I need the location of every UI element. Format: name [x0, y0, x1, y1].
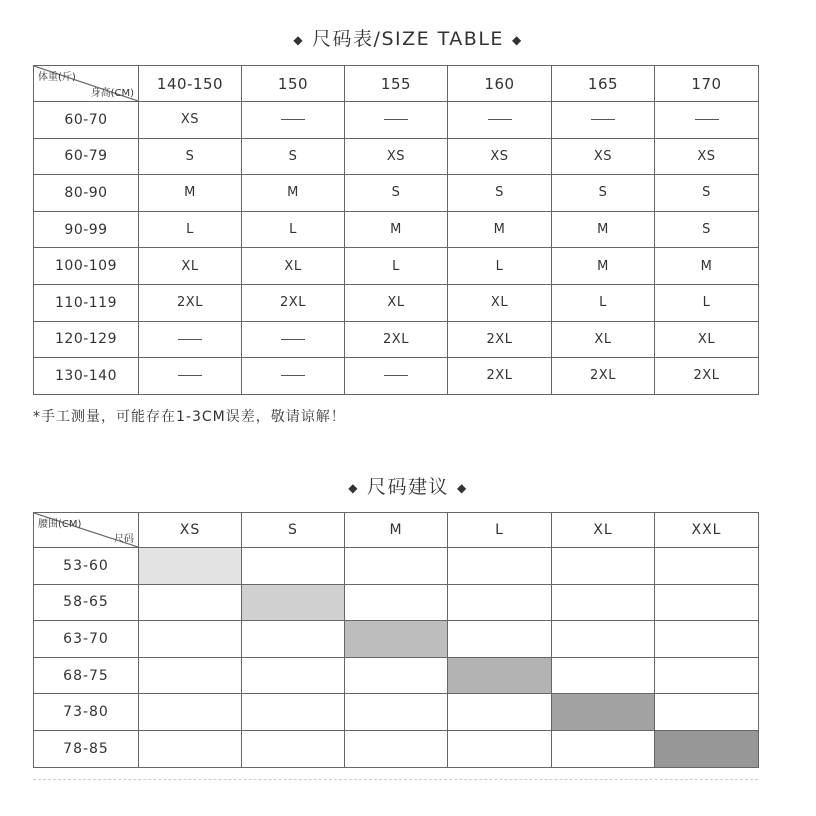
empty-cell — [242, 657, 345, 694]
size-cell: S — [655, 175, 759, 212]
highlight-cell — [655, 730, 759, 767]
size-cell — [448, 102, 552, 139]
column-header: XL — [552, 513, 655, 548]
table-row — [34, 358, 759, 395]
diamond-bullet-icon: ◆ — [348, 480, 359, 495]
row-label: 110-119 — [34, 284, 139, 321]
size-cell: M — [552, 248, 655, 285]
measurement-note: *手工测量，可能存在1-3CM误差，敬请谅解！ — [33, 409, 346, 425]
diamond-bullet-icon: ◆ — [511, 32, 523, 47]
dash-placeholder — [178, 375, 202, 376]
empty-cell — [552, 621, 655, 658]
row-label: 90-99 — [34, 211, 139, 248]
size-cell: S — [139, 138, 242, 175]
diamond-bullet-icon: ◆ — [293, 32, 305, 47]
size-cell: XS — [139, 102, 242, 139]
size-cell: M — [242, 175, 345, 212]
row-label: 100-109 — [34, 248, 139, 285]
size-cell: M — [345, 211, 448, 248]
diamond-bullet-icon: ◆ — [457, 480, 468, 495]
row-label: 58-65 — [34, 584, 139, 621]
bottom-divider — [33, 779, 758, 780]
dash-placeholder — [281, 119, 305, 120]
size-cell — [139, 321, 242, 358]
empty-cell — [655, 548, 759, 585]
size-cell — [345, 102, 448, 139]
size-cell: 2XL — [552, 358, 655, 395]
size-cell: M — [655, 248, 759, 285]
size-table — [33, 65, 759, 395]
highlight-cell — [552, 694, 655, 731]
empty-cell — [345, 584, 448, 621]
empty-cell — [345, 694, 448, 731]
empty-cell — [655, 621, 759, 658]
size-cell — [242, 102, 345, 139]
row-label: 78-85 — [34, 730, 139, 767]
row-label: 73-80 — [34, 694, 139, 731]
size-cell: 2XL — [345, 321, 448, 358]
row-label: 130-140 — [34, 358, 139, 395]
recommendation-table — [33, 512, 759, 768]
size-cell: L — [552, 284, 655, 321]
row-label: 53-60 — [34, 548, 139, 585]
column-header: 165 — [552, 66, 655, 102]
table-row — [34, 248, 759, 285]
row-label: 60-79 — [34, 138, 139, 175]
table-row — [34, 694, 759, 731]
column-header: 140-150 — [139, 66, 242, 102]
empty-cell — [345, 548, 448, 585]
size-cell: XL — [242, 248, 345, 285]
corner-label-top: 腰围(CM) — [38, 519, 82, 530]
column-header: L — [448, 513, 552, 548]
header-row — [34, 66, 759, 102]
size-cell: XS — [552, 138, 655, 175]
column-header: XXL — [655, 513, 759, 548]
size-cell — [242, 358, 345, 395]
size-cell: L — [655, 284, 759, 321]
corner-label-bottom: 尺码 — [114, 534, 134, 545]
table-row — [34, 175, 759, 212]
size-cell: 2XL — [448, 321, 552, 358]
table-row — [34, 657, 759, 694]
size-cell: 2XL — [448, 358, 552, 395]
empty-cell — [655, 584, 759, 621]
row-label: 63-70 — [34, 621, 139, 658]
empty-cell — [655, 694, 759, 731]
highlight-cell — [345, 621, 448, 658]
row-label: 120-129 — [34, 321, 139, 358]
size-cell: XL — [655, 321, 759, 358]
size-cell: XL — [448, 284, 552, 321]
size-cell: S — [242, 138, 345, 175]
size-cell: 2XL — [139, 284, 242, 321]
column-header: 160 — [448, 66, 552, 102]
empty-cell — [345, 730, 448, 767]
size-cell: M — [552, 211, 655, 248]
column-header: 155 — [345, 66, 448, 102]
empty-cell — [448, 548, 552, 585]
empty-cell — [139, 730, 242, 767]
table-row — [34, 284, 759, 321]
table-row — [34, 211, 759, 248]
empty-cell — [139, 584, 242, 621]
dash-placeholder — [695, 119, 719, 120]
empty-cell — [139, 694, 242, 731]
table-row — [34, 730, 759, 767]
size-cell: XL — [552, 321, 655, 358]
corner-header-cell — [34, 513, 139, 548]
column-header: S — [242, 513, 345, 548]
dash-placeholder — [281, 375, 305, 376]
size-cell: S — [655, 211, 759, 248]
corner-header-cell — [34, 66, 139, 102]
dash-placeholder — [281, 339, 305, 340]
empty-cell — [242, 621, 345, 658]
dash-placeholder — [591, 119, 615, 120]
dash-placeholder — [384, 119, 408, 120]
empty-cell — [448, 621, 552, 658]
highlight-cell — [448, 657, 552, 694]
empty-cell — [448, 584, 552, 621]
dash-placeholder — [488, 119, 512, 120]
empty-cell — [552, 548, 655, 585]
empty-cell — [655, 657, 759, 694]
recommendation-title — [0, 472, 816, 499]
recommendation-title-text: 尺码建议 — [366, 476, 449, 498]
table-row — [34, 584, 759, 621]
highlight-cell — [242, 584, 345, 621]
size-cell — [655, 102, 759, 139]
empty-cell — [242, 548, 345, 585]
size-cell: XS — [448, 138, 552, 175]
empty-cell — [242, 730, 345, 767]
table-row — [34, 102, 759, 139]
column-header: M — [345, 513, 448, 548]
empty-cell — [139, 621, 242, 658]
size-cell: XL — [139, 248, 242, 285]
corner-label-bottom: 身高(CM) — [90, 88, 134, 99]
size-cell: S — [448, 175, 552, 212]
corner-label-top: 体重(斤) — [38, 72, 76, 83]
size-cell — [139, 358, 242, 395]
empty-cell — [552, 657, 655, 694]
size-cell: L — [242, 211, 345, 248]
size-cell — [345, 358, 448, 395]
empty-cell — [139, 657, 242, 694]
empty-cell — [448, 730, 552, 767]
empty-cell — [448, 694, 552, 731]
size-cell: L — [139, 211, 242, 248]
highlight-cell — [139, 548, 242, 585]
size-cell: S — [552, 175, 655, 212]
size-cell: L — [345, 248, 448, 285]
column-header: XS — [139, 513, 242, 548]
size-cell: M — [139, 175, 242, 212]
table-row — [34, 138, 759, 175]
size-table-title — [0, 24, 816, 51]
column-header: 150 — [242, 66, 345, 102]
table-row — [34, 321, 759, 358]
table-row — [34, 548, 759, 585]
size-cell: S — [345, 175, 448, 212]
size-cell: XS — [655, 138, 759, 175]
size-cell — [552, 102, 655, 139]
dash-placeholder — [384, 375, 408, 376]
empty-cell — [552, 730, 655, 767]
size-cell: 2XL — [655, 358, 759, 395]
size-cell: 2XL — [242, 284, 345, 321]
size-cell: XL — [345, 284, 448, 321]
row-label: 60-70 — [34, 102, 139, 139]
size-cell: M — [448, 211, 552, 248]
dash-placeholder — [178, 339, 202, 340]
row-label: 68-75 — [34, 657, 139, 694]
empty-cell — [345, 657, 448, 694]
size-table-title-text: 尺码表/SIZE TABLE — [312, 28, 504, 50]
size-cell: L — [448, 248, 552, 285]
header-row — [34, 513, 759, 548]
table-row — [34, 621, 759, 658]
empty-cell — [242, 694, 345, 731]
row-label: 80-90 — [34, 175, 139, 212]
size-cell — [242, 321, 345, 358]
column-header: 170 — [655, 66, 759, 102]
empty-cell — [552, 584, 655, 621]
size-cell: XS — [345, 138, 448, 175]
